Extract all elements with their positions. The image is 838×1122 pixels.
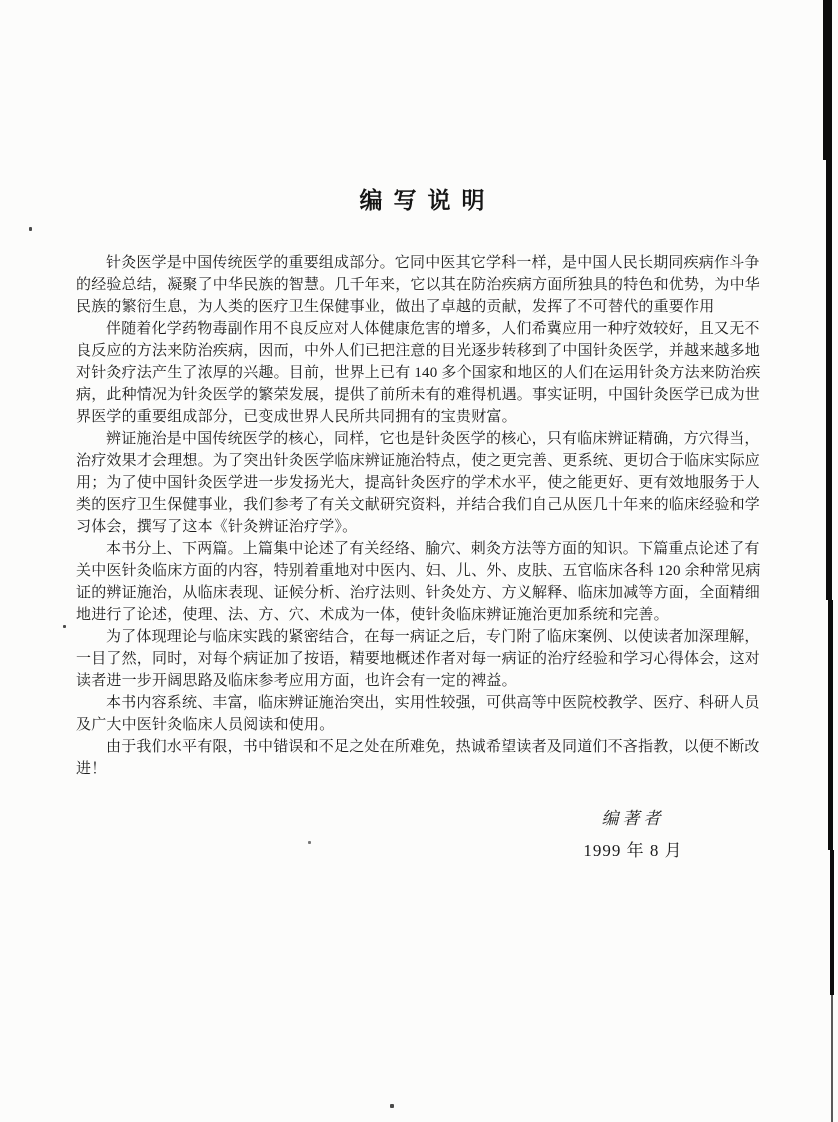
- page-content: [76, 0, 768, 861]
- paragraph: 本书内容系统、丰富，临床辨证施治突出，实用性较强，可供高等中医院校教学、医疗、科研人员 及广大中医针灸临床人员阅读和使用。: [76, 695, 760, 733]
- scan-speck: [390, 1104, 394, 1108]
- scan-speck: [308, 841, 311, 844]
- paragraph: 针灸医学是中国传统医学的重要组成部分。它同中医其它学科一样，是中国人民长期同疾病作斗争 的经验总结，凝聚了中华民族的智慧。几千年来，它以其在防治疾病方面所独具的特色和优势，为中华 民族的繁衍生息，为人类的医疗卫生保健事业，做出了卓越的贡献，发挥了不可替代的重要作用: [76, 255, 761, 315]
- scan-speck: [63, 625, 66, 628]
- paragraph: 由于我们水平有限，书中错误和不足之处在所难免，热诚希望读者及同道们不吝指教，以便不断改 进！: [76, 739, 760, 777]
- author-signature: 编著者: [601, 809, 665, 828]
- paragraphs: [76, 252, 768, 780]
- paragraph: 为了体现理论与临床实践的紧密结合，在每一病证之后，专门附了临床案例、以使读者加深理解， 一目了然，同时，对每个病证加了按语，精要地概述作者对每一病证的治疗经验和学习心得体会，这对 读者进一步开阔思路及临床参考应用方面，也许会有一定的裨益。: [76, 629, 761, 689]
- paragraph: 本书分上、下两篇。上篇集中论述了有关经络、腧穴、刺灸方法等方面的知识。下篇重点论述了有 关中医针灸临床方面的内容，特别着重地对中医内、妇、儿、外、皮肤、五官临床各科 120 余种常见病 证的辨证施治，从临床表现、证候分析、治疗法则、针灸处方、方义解释、临床加减等方面，全面精细 地进行了论述，使理、法、方、穴、术成为一体，使针灸临床辨证施治更加系统和完善。: [76, 541, 761, 623]
- signature-block: [548, 804, 718, 861]
- paragraph: 辨证施治是中国传统医学的核心，同样，它也是针灸医学的核心，只有临床辨证精确，方穴得当， 治疗效果才会理想。为了突出针灸医学临床辨证施治特点，使之更完善、更系统、更切合于临床实际应 用；为了使中国针灸医学进一步发扬光大，提高针灸医疗的学术水平，使之能更好、更有效地服务于人 类的医疗卫生保健事业，我们参考了有关文献研究资料，并结合我们自己从医几十年来的临床经验和学 习体会，撰写了这本《针灸辨证治疗学》。: [76, 431, 761, 535]
- scan-gutter-bar: [831, 995, 833, 1122]
- publication-date: 1999 年 8 月: [583, 841, 683, 860]
- scan-speck: [29, 227, 32, 231]
- scan-gutter-bar: [823, 0, 832, 160]
- scan-gutter-bar: [828, 600, 833, 850]
- scan-gutter-bar: [830, 850, 834, 995]
- paragraph: 伴随着化学药物毒副作用不良反应对人体健康危害的增多，人们希冀应用一种疗效较好，且又无不 良反应的方法来防治疾病，因而，中外人们已把注意的目光逐步转移到了中国针灸医学，并越来越多地 对针灸疗法产生了浓厚的兴趣。目前，世界上已有 140 多个国家和地区的人们在运用针灸方法来防治疾 病，此种情况为针灸医学的繁荣发展，提供了前所未有的难得机遇。事实证明，中国针灸医学已成为世 界医学的重要组成部分，已变成世界人民所共同拥有的宝贵财富。: [76, 321, 761, 425]
- scan-gutter-bar: [826, 160, 832, 600]
- page-title: 编写说明: [359, 187, 496, 213]
